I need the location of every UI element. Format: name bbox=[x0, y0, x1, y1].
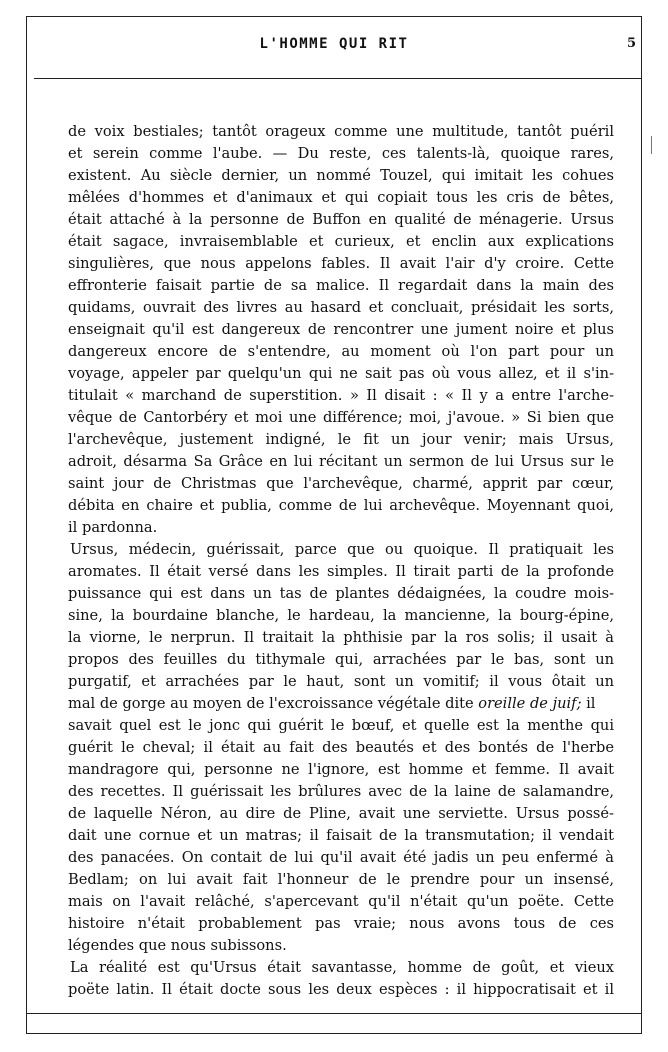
text-line: Bedlam; on lui avait fait l'honneur de le prendre pour un insensé, bbox=[68, 871, 614, 888]
text-line: Ursus, médecin, guérissait, parce que ou quoique. Il pratiquait les bbox=[70, 541, 614, 558]
running-title: L'HOMME QUI RIT bbox=[259, 36, 409, 52]
text-line: vêque de Cantorbéry et moi une différence; moi, j'avoue. » Si bien que bbox=[68, 409, 614, 426]
text-line bbox=[68, 693, 614, 715]
text-line: existent. Au siècle dernier, un nommé Touzel, qui imitait les cohues bbox=[68, 167, 614, 184]
text-line: mêlées d'hommes et d'animaux et qui copiait tous les cris de bêtes, bbox=[68, 189, 614, 206]
text-line: guérit le cheval; il était au fait des beautés et des bontés de l'herbe bbox=[68, 739, 614, 756]
text-line: histoire n'était probablement pas vraie; nous avons tous de ces bbox=[68, 915, 614, 932]
body-text bbox=[68, 121, 614, 1001]
text-line: était attaché à la personne de Buffon en qualité de ménagerie. Ursus bbox=[68, 211, 614, 228]
text-line: était sagace, invraisemblable et curieux, et enclin aux explications bbox=[68, 233, 614, 250]
margin-mark bbox=[651, 136, 652, 154]
text-line: des panacées. On contait de lui qu'il avait été jadis un peu enfermé à bbox=[68, 849, 614, 866]
text-line: débita en chaire et publia, comme de lui archevêque. Moyennant quoi, bbox=[68, 497, 614, 514]
text-line: savait quel est le jonc qui guérit le bœuf, et quelle est la menthe qui bbox=[68, 717, 614, 734]
text-segment: mal de gorge au moyen de l'excroissance végétale dite bbox=[68, 695, 479, 712]
text-line: effronterie faisait partie de sa malice. Il regardait dans la main des bbox=[68, 277, 614, 294]
text-line: la viorne, le nerprun. Il traitait la phthisie par la ros solis; il usait à bbox=[68, 629, 614, 646]
text-line: légendes que nous subissons. bbox=[68, 937, 287, 954]
text-line: de laquelle Néron, au dire de Pline, avait une serviette. Ursus possé- bbox=[68, 805, 614, 822]
text-line: poëte latin. Il était docte sous les deux espèces : il hippocratisait et il bbox=[68, 981, 614, 998]
running-header bbox=[26, 36, 642, 56]
italic-term: oreille de juif; bbox=[478, 695, 582, 712]
text-line: voyage, appeler par quelqu'un qui ne sait pas où vous allez, et il s'in- bbox=[68, 365, 614, 382]
text-line: sine, la bourdaine blanche, le hardeau, la mancienne, la bourg-épine, bbox=[68, 607, 614, 624]
text-line: titulait « marchand de superstition. » Il disait : « Il y a entre l'arche- bbox=[68, 387, 614, 404]
footer-rule bbox=[26, 1013, 642, 1014]
text-line: l'archevêque, justement indigné, le fit un jour venir; mais Ursus, bbox=[68, 431, 614, 448]
text-line: des recettes. Il guérissait les brûlures avec de la laine de salamandre, bbox=[68, 783, 614, 800]
text-line: propos des feuilles du tithymale qui, arrachées par le bas, sont un bbox=[68, 651, 614, 668]
text-line: mais on l'avait relâché, s'apercevant qu'il n'était qu'un poëte. Cette bbox=[68, 893, 614, 910]
text-line: dangereux encore de s'entendre, au moment où l'on part pour un bbox=[68, 343, 614, 360]
page-number: 5 bbox=[626, 36, 636, 51]
text-line: il pardonna. bbox=[68, 519, 158, 536]
text-line: saint jour de Christmas que l'archevêque, charmé, apprit par cœur, bbox=[68, 475, 614, 492]
text-line: puissance qui est dans un tas de plantes dédaignées, la coudre mois- bbox=[68, 585, 614, 602]
text-line: aromates. Il était versé dans les simples. Il tirait parti de la profonde bbox=[68, 563, 614, 580]
text-line: La réalité est qu'Ursus était savantasse, homme de goût, et vieux bbox=[70, 959, 614, 976]
text-line: enseignait qu'il est dangereux de rencontrer une jument noire et plus bbox=[68, 321, 614, 338]
text-line: quidams, ouvrait des livres au hasard et concluait, présidait les sorts, bbox=[68, 299, 614, 316]
text-line: purgatif, et arrachées par le haut, sont un vomitif; il vous ôtait un bbox=[68, 673, 614, 690]
text-line: singulières, que nous appelons fables. Il avait l'air d'y croire. Cette bbox=[68, 255, 614, 272]
text-line: et serein comme l'aube. — Du reste, ces talents-là, quoique rares, bbox=[68, 145, 614, 162]
text-line: mandragore qui, personne ne l'ignore, est homme et femme. Il avait bbox=[68, 761, 614, 778]
text-line: dait une cornue et un matras; il faisait de la transmutation; il vendait bbox=[68, 827, 614, 844]
text-segment: il bbox=[581, 695, 596, 712]
text-line: adroit, désarma Sa Grâce en lui récitant un sermon de lui Ursus sur le bbox=[68, 453, 614, 470]
header-rule bbox=[34, 78, 642, 79]
text-line: de voix bestiales; tantôt orageux comme une multitude, tantôt puéril bbox=[68, 123, 614, 140]
